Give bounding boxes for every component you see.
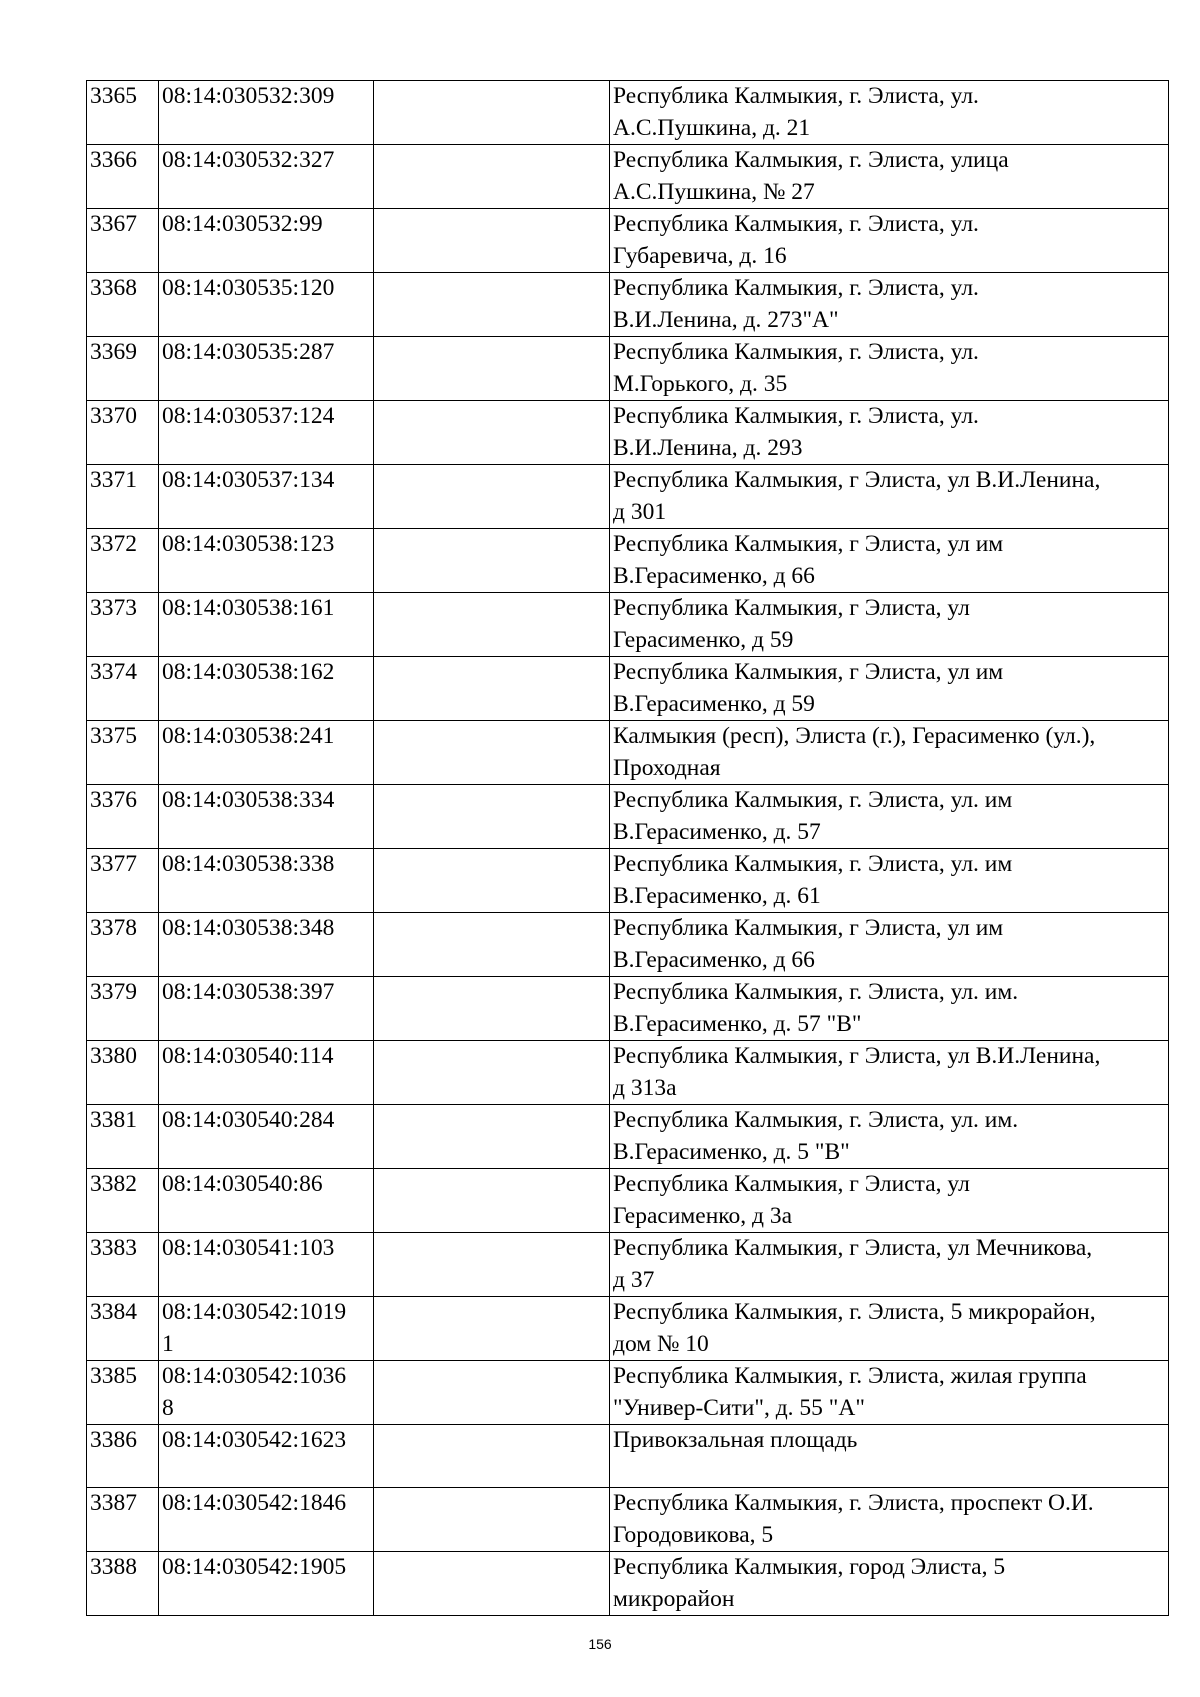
cadastral-number-cell	[159, 1233, 374, 1297]
blank-cell	[374, 593, 610, 657]
table-row	[87, 145, 1169, 209]
page-number: 156	[588, 1636, 612, 1652]
address-line: В.Герасименко, д. 5 "В"	[613, 1138, 850, 1165]
address-line: Республика Калмыкия, г Элиста, ул В.И.Ленина,	[613, 467, 1101, 493]
address-cell	[610, 657, 1169, 721]
address-cell	[610, 529, 1169, 593]
blank-cell	[374, 1297, 610, 1361]
address-cell	[610, 1425, 1169, 1488]
address-cell	[610, 977, 1169, 1041]
table-row	[87, 81, 1169, 145]
table-row	[87, 529, 1169, 593]
row-number-line: 3378	[90, 915, 137, 941]
cadastral-number-cell	[159, 401, 374, 465]
address-cell	[610, 1361, 1169, 1425]
table-row	[87, 209, 1169, 273]
blank-cell	[374, 273, 610, 337]
address-line: В.Герасименко, д 66	[613, 562, 815, 589]
address-line: В.И.Ленина, д. 273"А"	[613, 306, 839, 333]
address-cell	[610, 273, 1169, 337]
row-number-line: 3373	[90, 595, 137, 621]
row-number-line: 3386	[90, 1427, 137, 1453]
address-line: д 37	[613, 1266, 655, 1293]
row-number-cell	[87, 465, 159, 529]
cadastral-number-cell	[159, 337, 374, 401]
cadastral-number-line: 08:14:030538:161	[162, 595, 335, 621]
address-line: д 301	[613, 498, 667, 525]
table-row	[87, 1297, 1169, 1361]
cadastral-number-line: 08:14:030540:114	[162, 1043, 334, 1069]
cadastral-number-line: 8	[162, 1394, 174, 1421]
address-line: Республика Калмыкия, г. Элиста, ул.	[613, 339, 979, 365]
blank-cell	[374, 657, 610, 721]
blank-cell	[374, 1361, 610, 1425]
address-line: Республика Калмыкия, г Элиста, ул	[613, 1171, 970, 1197]
blank-cell	[374, 785, 610, 849]
address-line: А.С.Пушкина, д. 21	[613, 114, 811, 141]
row-number-cell	[87, 593, 159, 657]
cadastral-number-cell	[159, 145, 374, 209]
cadastral-number-cell	[159, 1041, 374, 1105]
address-line: В.Герасименко, д. 57	[613, 818, 821, 845]
address-line: д 313а	[613, 1074, 677, 1101]
table-row	[87, 1425, 1169, 1488]
cadastral-number-cell	[159, 273, 374, 337]
address-line: Республика Калмыкия, г. Элиста, ул. им	[613, 787, 1013, 813]
address-cell	[610, 337, 1169, 401]
address-cell	[610, 1488, 1169, 1552]
cadastral-number-line: 08:14:030540:284	[162, 1107, 335, 1133]
address-line: "Универ-Сити", д. 55 "А"	[613, 1394, 865, 1421]
row-number-cell	[87, 913, 159, 977]
row-number-cell	[87, 785, 159, 849]
address-cell	[610, 913, 1169, 977]
cadastral-number-line: 08:14:030532:99	[162, 211, 323, 237]
table-row	[87, 1041, 1169, 1105]
address-line: Губаревича, д. 16	[613, 242, 787, 269]
cadastral-number-line: 08:14:030538:162	[162, 659, 335, 685]
cadastral-number-cell	[159, 1425, 374, 1488]
row-number-line: 3370	[90, 403, 137, 429]
table-row	[87, 401, 1169, 465]
table-row	[87, 785, 1169, 849]
row-number-cell	[87, 721, 159, 785]
records-table	[86, 80, 1169, 1616]
blank-cell	[374, 977, 610, 1041]
row-number-line: 3374	[90, 659, 137, 685]
row-number-line: 3377	[90, 851, 137, 877]
address-line: Республика Калмыкия, г. Элиста, ул.	[613, 275, 979, 301]
cadastral-number-cell	[159, 913, 374, 977]
cadastral-number-line: 08:14:030542:1905	[162, 1554, 347, 1580]
row-number-cell	[87, 1041, 159, 1105]
table-row	[87, 273, 1169, 337]
row-number-cell	[87, 1169, 159, 1233]
cadastral-number-cell	[159, 849, 374, 913]
blank-cell	[374, 1233, 610, 1297]
row-number-line: 3368	[90, 275, 137, 301]
address-line: В.Герасименко, д. 57 "В"	[613, 1010, 862, 1037]
row-number-line: 3376	[90, 787, 137, 813]
address-cell	[610, 1169, 1169, 1233]
cadastral-number-line: 08:14:030537:124	[162, 403, 335, 429]
row-number-line: 3371	[90, 467, 137, 493]
address-line: Республика Калмыкия, г. Элиста, ул. им	[613, 851, 1013, 877]
table-row	[87, 721, 1169, 785]
address-line: Республика Калмыкия, г Элиста, ул им	[613, 531, 1004, 557]
row-number-cell	[87, 529, 159, 593]
table-row	[87, 849, 1169, 913]
row-number-line: 3387	[90, 1490, 137, 1516]
table-row	[87, 593, 1169, 657]
blank-cell	[374, 401, 610, 465]
address-line: Республика Калмыкия, г Элиста, ул им	[613, 915, 1004, 941]
cadastral-number-cell	[159, 1105, 374, 1169]
address-cell	[610, 209, 1169, 273]
row-number-cell	[87, 81, 159, 145]
row-number-cell	[87, 1552, 159, 1616]
cadastral-number-line: 08:14:030542:1019	[162, 1299, 347, 1325]
row-number-line: 3388	[90, 1554, 137, 1580]
address-line: Республика Калмыкия, г. Элиста, ул.	[613, 211, 979, 237]
row-number-cell	[87, 1361, 159, 1425]
row-number-line: 3381	[90, 1107, 137, 1133]
row-number-cell	[87, 1488, 159, 1552]
row-number-cell	[87, 657, 159, 721]
row-number-cell	[87, 337, 159, 401]
cadastral-number-cell	[159, 1169, 374, 1233]
row-number-line: 3382	[90, 1171, 137, 1197]
address-line: Проходная	[613, 754, 721, 781]
table-row	[87, 1552, 1169, 1616]
cadastral-number-line: 08:14:030538:334	[162, 787, 335, 813]
cadastral-number-line: 08:14:030542:1036	[162, 1363, 347, 1389]
address-line: Городовикова, 5	[613, 1521, 774, 1548]
cadastral-number-line: 08:14:030541:103	[162, 1235, 335, 1261]
table-row	[87, 657, 1169, 721]
address-line: В.И.Ленина, д. 293	[613, 434, 803, 461]
address-line: Республика Калмыкия, г. Элиста, ул. им.	[613, 979, 1019, 1005]
blank-cell	[374, 1169, 610, 1233]
table-row	[87, 337, 1169, 401]
address-line: Республика Калмыкия, г. Элиста, ул.	[613, 403, 979, 429]
address-cell	[610, 1041, 1169, 1105]
row-number-line: 3385	[90, 1363, 137, 1389]
cadastral-number-cell	[159, 529, 374, 593]
row-number-cell	[87, 145, 159, 209]
address-line: Республика Калмыкия, город Элиста, 5	[613, 1554, 1006, 1580]
table-row	[87, 465, 1169, 529]
cadastral-number-line: 08:14:030538:241	[162, 723, 335, 749]
cadastral-number-line: 08:14:030532:309	[162, 83, 335, 109]
cadastral-number-cell	[159, 657, 374, 721]
cadastral-number-line: 08:14:030538:338	[162, 851, 335, 877]
cadastral-number-cell	[159, 1297, 374, 1361]
row-number-line: 3383	[90, 1235, 137, 1261]
cadastral-number-cell	[159, 785, 374, 849]
row-number-line: 3366	[90, 147, 137, 173]
address-line: микрорайон	[613, 1585, 735, 1612]
cadastral-number-line: 08:14:030537:134	[162, 467, 335, 493]
row-number-cell	[87, 977, 159, 1041]
address-line: Республика Калмыкия, г. Элиста, 5 микрорайон,	[613, 1299, 1096, 1325]
blank-cell	[374, 81, 610, 145]
row-number-cell	[87, 209, 159, 273]
cadastral-number-cell	[159, 721, 374, 785]
address-line: В.Герасименко, д. 61	[613, 882, 821, 909]
address-line: Герасименко, д 3а	[613, 1202, 793, 1229]
cadastral-number-line: 08:14:030532:327	[162, 147, 335, 173]
blank-cell	[374, 529, 610, 593]
row-number-cell	[87, 1233, 159, 1297]
cadastral-number-cell	[159, 465, 374, 529]
cadastral-number-line: 08:14:030535:287	[162, 339, 335, 365]
cadastral-number-cell	[159, 209, 374, 273]
table-row	[87, 913, 1169, 977]
address-line: Республика Калмыкия, г Элиста, ул Мечникова,	[613, 1235, 1093, 1261]
address-cell	[610, 1552, 1169, 1616]
address-cell	[610, 401, 1169, 465]
address-cell	[610, 145, 1169, 209]
address-line: Калмыкия (респ), Элиста (г.), Герасименко (ул.),	[613, 723, 1096, 749]
address-cell	[610, 1233, 1169, 1297]
address-line: В.Герасименко, д 59	[613, 690, 815, 717]
cadastral-number-cell	[159, 81, 374, 145]
cadastral-number-line: 08:14:030540:86	[162, 1171, 323, 1197]
cadastral-number-cell	[159, 977, 374, 1041]
row-number-cell	[87, 849, 159, 913]
address-line: Герасименко, д 59	[613, 626, 794, 653]
cadastral-number-line: 1	[162, 1330, 174, 1357]
blank-cell	[374, 337, 610, 401]
address-line: Республика Калмыкия, г. Элиста, проспект О.И.	[613, 1490, 1094, 1516]
cadastral-number-cell	[159, 1361, 374, 1425]
row-number-line: 3372	[90, 531, 137, 557]
row-number-cell	[87, 1105, 159, 1169]
table-row	[87, 1361, 1169, 1425]
blank-cell	[374, 849, 610, 913]
cadastral-number-cell	[159, 1552, 374, 1616]
address-cell	[610, 1297, 1169, 1361]
address-line: Привокзальная площадь	[613, 1427, 858, 1453]
row-number-line: 3375	[90, 723, 137, 749]
blank-cell	[374, 1105, 610, 1169]
table-row	[87, 1169, 1169, 1233]
blank-cell	[374, 1552, 610, 1616]
address-line: дом № 10	[613, 1330, 709, 1357]
blank-cell	[374, 913, 610, 977]
table-row	[87, 1233, 1169, 1297]
blank-cell	[374, 1041, 610, 1105]
blank-cell	[374, 721, 610, 785]
row-number-cell	[87, 401, 159, 465]
table-row	[87, 1488, 1169, 1552]
blank-cell	[374, 465, 610, 529]
address-cell	[610, 81, 1169, 145]
cadastral-number-line: 08:14:030542:1623	[162, 1427, 347, 1453]
row-number-line: 3369	[90, 339, 137, 365]
table-row	[87, 1105, 1169, 1169]
cadastral-number-line: 08:14:030538:348	[162, 915, 335, 941]
row-number-cell	[87, 273, 159, 337]
address-line: Республика Калмыкия, г Элиста, ул В.И.Ленина,	[613, 1043, 1101, 1069]
table-row	[87, 977, 1169, 1041]
address-cell	[610, 721, 1169, 785]
address-line: Республика Калмыкия, г Элиста, ул	[613, 595, 970, 621]
address-line: Республика Калмыкия, г Элиста, ул им	[613, 659, 1004, 685]
cadastral-number-line: 08:14:030538:397	[162, 979, 335, 1005]
blank-cell	[374, 209, 610, 273]
blank-cell	[374, 1488, 610, 1552]
row-number-cell	[87, 1425, 159, 1488]
cadastral-number-cell	[159, 593, 374, 657]
blank-cell	[374, 145, 610, 209]
cadastral-number-line: 08:14:030542:1846	[162, 1490, 347, 1516]
blank-cell	[374, 1425, 610, 1488]
row-number-line: 3367	[90, 211, 137, 237]
address-cell	[610, 593, 1169, 657]
address-line: М.Горького, д. 35	[613, 370, 788, 397]
address-line: А.С.Пушкина, № 27	[613, 178, 815, 205]
row-number-line: 3365	[90, 83, 137, 109]
address-line: Республика Калмыкия, г. Элиста, ул.	[613, 83, 979, 109]
address-cell	[610, 849, 1169, 913]
address-cell	[610, 785, 1169, 849]
address-line: Республика Калмыкия, г. Элиста, улица	[613, 147, 1009, 173]
address-cell	[610, 465, 1169, 529]
row-number-cell	[87, 1297, 159, 1361]
address-line: Республика Калмыкия, г. Элиста, жилая группа	[613, 1363, 1087, 1389]
address-cell	[610, 1105, 1169, 1169]
address-line: Республика Калмыкия, г. Элиста, ул. им.	[613, 1107, 1019, 1133]
row-number-line: 3380	[90, 1043, 137, 1069]
cadastral-number-cell	[159, 1488, 374, 1552]
records-table-body	[87, 81, 1169, 1616]
row-number-line: 3384	[90, 1299, 137, 1325]
cadastral-number-line: 08:14:030538:123	[162, 531, 335, 557]
address-line: В.Герасименко, д 66	[613, 946, 815, 973]
row-number-line: 3379	[90, 979, 137, 1005]
cadastral-number-line: 08:14:030535:120	[162, 275, 335, 301]
